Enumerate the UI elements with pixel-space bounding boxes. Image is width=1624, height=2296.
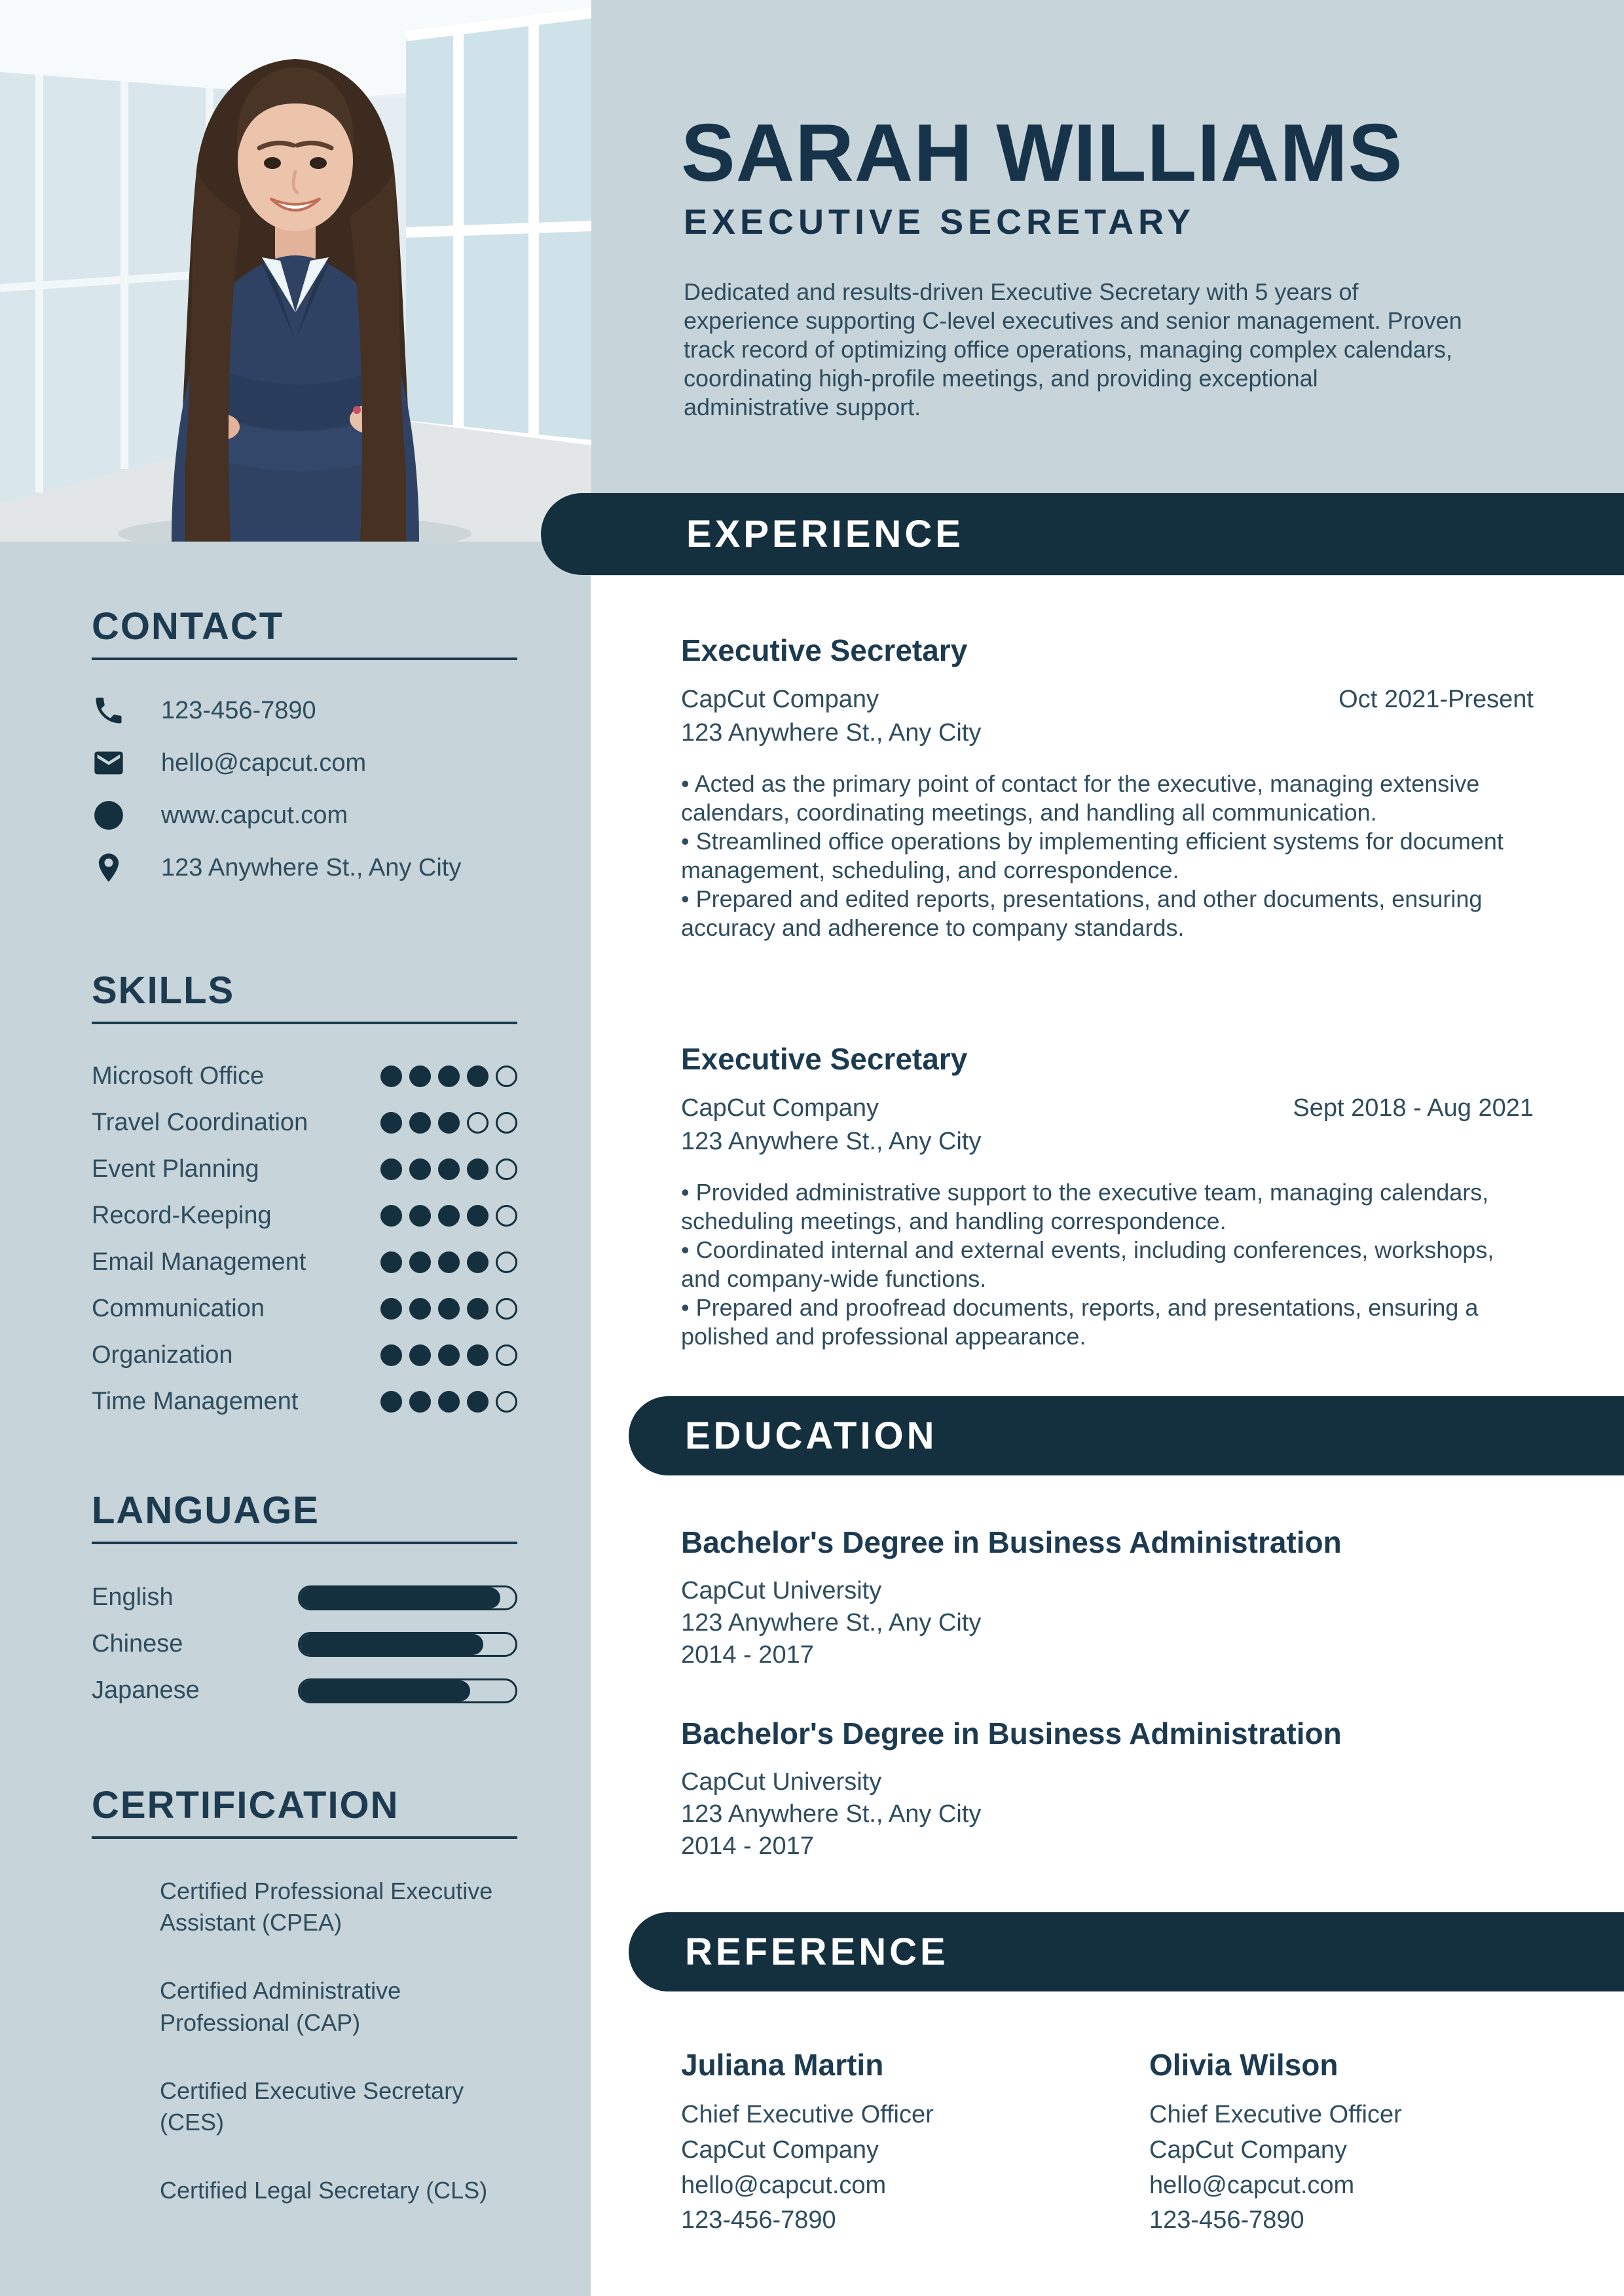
language-bar-fill bbox=[300, 1680, 470, 1701]
job-location: 123 Anywhere St., Any City bbox=[681, 1127, 982, 1155]
seal-icon bbox=[92, 1975, 118, 2038]
skill-label: Travel Coordination bbox=[92, 1109, 308, 1136]
language-heading: LANGUAGE bbox=[92, 1489, 320, 1532]
job-company-location-1 bbox=[681, 683, 981, 750]
skill-label: Organization bbox=[92, 1341, 233, 1369]
page-title: SARAH WILLIAMS bbox=[681, 108, 1403, 198]
education-location: 123 Anywhere St., Any City bbox=[681, 1800, 982, 1828]
job-bullet: • Streamlined office operations by implementing efficient systems for document management, scheduling, and correspondence. bbox=[681, 828, 1504, 883]
language-label: English bbox=[92, 1583, 174, 1611]
education-location: 123 Anywhere St., Any City bbox=[681, 1608, 982, 1637]
job-bullet: • Acted as the primary point of contact for the executive, managing extensive calendars, coordinating meetings, and handling all communication. bbox=[681, 770, 1480, 826]
skill-row bbox=[92, 1100, 517, 1146]
certification-item bbox=[92, 2075, 517, 2138]
skills-heading: SKILLS bbox=[92, 969, 235, 1012]
education-details-1 bbox=[681, 1575, 1534, 1672]
skill-row bbox=[92, 1379, 517, 1425]
skill-rating bbox=[380, 1065, 517, 1087]
education-entry-2 bbox=[681, 1717, 1534, 1863]
education-dates: 2014 - 2017 bbox=[681, 1641, 814, 1669]
job-dates-2: Sept 2018 - Aug 2021 bbox=[1293, 1094, 1534, 1122]
reference-entry-2 bbox=[1149, 2048, 1617, 2238]
language-label: Chinese bbox=[92, 1630, 183, 1657]
skill-label: Event Planning bbox=[92, 1155, 259, 1183]
certification-list bbox=[92, 1876, 517, 2207]
skill-row bbox=[92, 1193, 517, 1239]
language-row bbox=[92, 1621, 517, 1667]
job-dates-1: Oct 2021-Present bbox=[1338, 685, 1534, 713]
certification-text: Certified Executive Secretary (CES) bbox=[160, 2077, 464, 2136]
seal-icon bbox=[92, 1876, 118, 1938]
certification-item bbox=[92, 1876, 517, 1938]
skill-rating bbox=[380, 1251, 517, 1273]
language-row bbox=[92, 1667, 517, 1714]
job-bullets-1 bbox=[681, 769, 1534, 942]
degree-title-1: Bachelor's Degree in Business Administration bbox=[681, 1525, 1342, 1559]
education-heading: EDUCATION bbox=[685, 1415, 938, 1457]
job-bullets-2 bbox=[681, 1178, 1534, 1350]
job-company: CapCut Company bbox=[681, 685, 879, 713]
language-bar bbox=[298, 1585, 517, 1610]
certification-heading: CERTIFICATION bbox=[92, 1784, 399, 1826]
language-label: Japanese bbox=[92, 1676, 200, 1704]
skill-rating bbox=[380, 1344, 517, 1366]
reference-company: CapCut Company bbox=[1149, 2136, 1348, 2164]
education-school: CapCut University bbox=[681, 1576, 882, 1604]
job-location: 123 Anywhere St., Any City bbox=[681, 718, 982, 747]
contact-phone: 123-456-7890 bbox=[161, 696, 316, 724]
certification-text: Certified Administrative Professional (CAP) bbox=[160, 1977, 401, 2036]
skill-rating bbox=[380, 1112, 517, 1134]
certification-item bbox=[92, 1975, 517, 2038]
skill-rating bbox=[380, 1391, 517, 1413]
certification-text: Certified Professional Executive Assistant (CPEA) bbox=[160, 1878, 493, 1936]
seal-icon bbox=[92, 2075, 118, 2138]
seal-icon bbox=[92, 2175, 118, 2206]
language-bar-fill bbox=[300, 1587, 500, 1608]
experience-section-header bbox=[541, 493, 1624, 575]
language-list bbox=[92, 1574, 517, 1714]
language-row bbox=[92, 1574, 517, 1621]
contact-heading: CONTACT bbox=[92, 605, 284, 648]
degree-title-2: Bachelor's Degree in Business Administration bbox=[681, 1716, 1342, 1750]
reference-name: Olivia Wilson bbox=[1149, 2048, 1338, 2082]
certification-divider bbox=[92, 1836, 517, 1839]
contact-email: hello@capcut.com bbox=[161, 749, 367, 777]
skill-rating bbox=[380, 1298, 517, 1320]
certification-item bbox=[92, 2175, 517, 2206]
job-title-2: Executive Secretary bbox=[681, 1042, 968, 1076]
language-divider bbox=[92, 1542, 517, 1544]
reference-phone: 123-456-7890 bbox=[681, 2206, 836, 2234]
skill-label: Email Management bbox=[92, 1248, 306, 1276]
job-title: EXECUTIVE SECRETARY bbox=[684, 202, 1196, 242]
contact-row-address bbox=[92, 850, 517, 885]
reference-email: hello@capcut.com bbox=[681, 2171, 887, 2199]
education-dates: 2014 - 2017 bbox=[681, 1832, 814, 1861]
certification-text: Certified Legal Secretary (CLS) bbox=[160, 2177, 488, 2204]
language-section bbox=[92, 1489, 517, 1714]
skills-section bbox=[92, 969, 517, 1425]
skill-label: Microsoft Office bbox=[92, 1062, 265, 1090]
experience-job-1 bbox=[681, 634, 1534, 942]
reference-phone: 123-456-7890 bbox=[1149, 2206, 1304, 2234]
skill-rating bbox=[380, 1158, 517, 1180]
phone-icon bbox=[92, 694, 126, 728]
education-details-2 bbox=[681, 1766, 1534, 1863]
skill-row bbox=[92, 1332, 517, 1379]
job-meta-1 bbox=[681, 683, 1534, 750]
job-bullet: • Coordinated internal and external events, including conferences, workshops, and company-wide functions. bbox=[681, 1236, 1494, 1292]
contact-row-email bbox=[92, 745, 517, 781]
experience-job-2 bbox=[681, 1043, 1534, 1351]
contact-section bbox=[92, 605, 517, 902]
reference-name: Juliana Martin bbox=[681, 2048, 884, 2082]
skills-list bbox=[92, 1053, 517, 1425]
profile-summary: Dedicated and results-driven Executive Secretary with 5 years of experience supporting C-level executives and senior management. Proven track record of optimizing office operations, managing complex calendars, coordinating high-profile meetings, and providing exceptional administrative support. bbox=[684, 278, 1462, 420]
skill-label: Communication bbox=[92, 1295, 265, 1322]
job-meta-2 bbox=[681, 1092, 1534, 1159]
job-company-location-2 bbox=[681, 1092, 981, 1159]
job-bullet: • Prepared and edited reports, presentations, and other documents, ensuring accuracy and adherence to company standards. bbox=[681, 885, 1483, 941]
language-bar bbox=[298, 1632, 517, 1657]
job-bullet: • Provided administrative support to the executive team, managing calendars, scheduling meetings, and handling correspondence. bbox=[681, 1179, 1489, 1235]
reference-role: Chief Executive Officer bbox=[1149, 2100, 1402, 2128]
globe-icon bbox=[92, 798, 126, 832]
skills-divider bbox=[92, 1022, 517, 1024]
skill-rating bbox=[380, 1205, 517, 1227]
profile-photo bbox=[0, 0, 591, 542]
reference-entry-1 bbox=[681, 2048, 1149, 2238]
education-section-header bbox=[629, 1396, 1624, 1475]
skill-row bbox=[92, 1053, 517, 1100]
job-bullet: • Prepared and proofread documents, reports, and presentations, ensuring a polished and professional appearance. bbox=[681, 1293, 1479, 1350]
reference-section-header bbox=[629, 1912, 1624, 1991]
reference-email: hello@capcut.com bbox=[1149, 2171, 1355, 2199]
skill-label: Record-Keeping bbox=[92, 1202, 272, 1229]
language-bar bbox=[298, 1678, 517, 1703]
contact-row-phone bbox=[92, 693, 517, 728]
reference-details bbox=[1149, 2098, 1617, 2239]
contact-website: www.capcut.com bbox=[161, 801, 348, 829]
certification-section bbox=[92, 1784, 517, 2244]
location-icon bbox=[92, 851, 126, 885]
skill-row bbox=[92, 1146, 517, 1193]
contact-divider bbox=[92, 657, 517, 660]
education-school: CapCut University bbox=[681, 1768, 882, 1796]
skill-row bbox=[92, 1239, 517, 1286]
language-bar-fill bbox=[300, 1634, 483, 1655]
email-icon bbox=[92, 746, 126, 780]
reference-details bbox=[681, 2098, 1149, 2239]
contact-address: 123 Anywhere St., Any City bbox=[161, 853, 462, 881]
skill-label: Time Management bbox=[92, 1388, 299, 1415]
reference-list bbox=[681, 2048, 1534, 2238]
reference-heading: REFERENCE bbox=[685, 1931, 949, 1973]
contact-list bbox=[92, 693, 517, 885]
job-company: CapCut Company bbox=[681, 1094, 879, 1122]
job-title-1: Executive Secretary bbox=[681, 633, 968, 667]
contact-row-website bbox=[92, 798, 517, 833]
reference-role: Chief Executive Officer bbox=[681, 2100, 934, 2128]
skill-row bbox=[92, 1286, 517, 1332]
education-entry-1 bbox=[681, 1526, 1534, 1672]
reference-company: CapCut Company bbox=[681, 2136, 879, 2164]
experience-heading: EXPERIENCE bbox=[686, 513, 964, 555]
